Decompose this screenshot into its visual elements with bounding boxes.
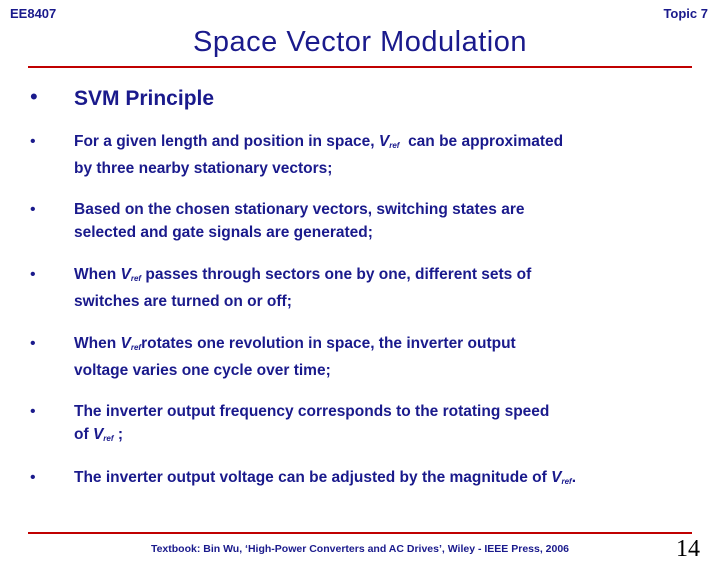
bullet-text — [74, 332, 674, 382]
vref-symbol: V — [92, 426, 104, 443]
vref-subscript: ref — [561, 477, 572, 486]
vref-symbol: V — [551, 469, 562, 486]
list-item — [30, 198, 674, 244]
text-run: can be approximated — [399, 133, 564, 150]
text-run: For a given length and position in space, — [74, 133, 379, 150]
text-run: switches are turned on or off; — [74, 293, 292, 310]
vref-symbol: V — [378, 133, 390, 150]
vref-subscript: ref — [103, 434, 114, 443]
bullet-dot: • — [30, 403, 36, 420]
text-run: The inverter output frequency corresponds to the rotating speed — [74, 403, 550, 420]
footer-citation: Textbook: Bin Wu, ‘High-Power Converters and AC Drives’, Wiley - IEEE Press, 2006 — [150, 543, 570, 555]
top-divider — [28, 66, 692, 68]
topic-label: Topic 7 — [663, 6, 708, 21]
bullet-dot: • — [30, 201, 36, 218]
section-bullet: • — [30, 84, 38, 109]
vref-symbol: V — [120, 266, 131, 283]
bullet-dot: • — [30, 469, 36, 486]
vref-subscript: ref — [130, 274, 142, 283]
list-item — [30, 263, 674, 313]
bullet-text — [74, 130, 674, 180]
section-heading-row — [30, 86, 214, 112]
text-run: rotates one revolution in space, the inverter output — [141, 335, 516, 352]
list-item — [30, 332, 674, 382]
list-item — [30, 400, 674, 450]
course-code: EE8407 — [10, 6, 57, 21]
bullet-text — [74, 400, 674, 450]
section-heading: SVM Principle — [74, 87, 215, 110]
vref-symbol: V — [120, 335, 131, 352]
bullet-text — [74, 198, 674, 244]
page-number: 14 — [676, 536, 700, 562]
text-run: passes through sectors one by one, different sets of — [141, 266, 532, 283]
bullet-text — [74, 466, 674, 493]
vref-subscript: ref — [130, 343, 142, 352]
bullet-dot: • — [30, 266, 36, 283]
list-item — [30, 466, 674, 493]
bullet-dot: • — [30, 133, 36, 150]
text-run: by three nearby stationary vectors; — [74, 160, 333, 177]
text-run: The inverter output voltage can be adjusted by the magnitude of — [74, 469, 552, 486]
bullet-text — [74, 263, 674, 313]
list-item — [30, 130, 674, 180]
text-run: ; — [113, 426, 123, 443]
text-run: Based on the chosen stationary vectors, switching states are — [74, 201, 525, 218]
page-title: Space Vector Modulation — [193, 26, 527, 58]
bullet-dot: • — [30, 335, 36, 352]
text-run: selected and gate signals are generated; — [74, 224, 373, 241]
vref-subscript: ref — [389, 141, 400, 150]
bottom-divider — [28, 532, 692, 534]
text-run: When — [74, 335, 121, 352]
text-run: When — [74, 266, 121, 283]
text-run: . — [571, 469, 576, 486]
text-run: voltage varies one cycle over time; — [74, 362, 331, 379]
text-run: of — [74, 426, 93, 443]
